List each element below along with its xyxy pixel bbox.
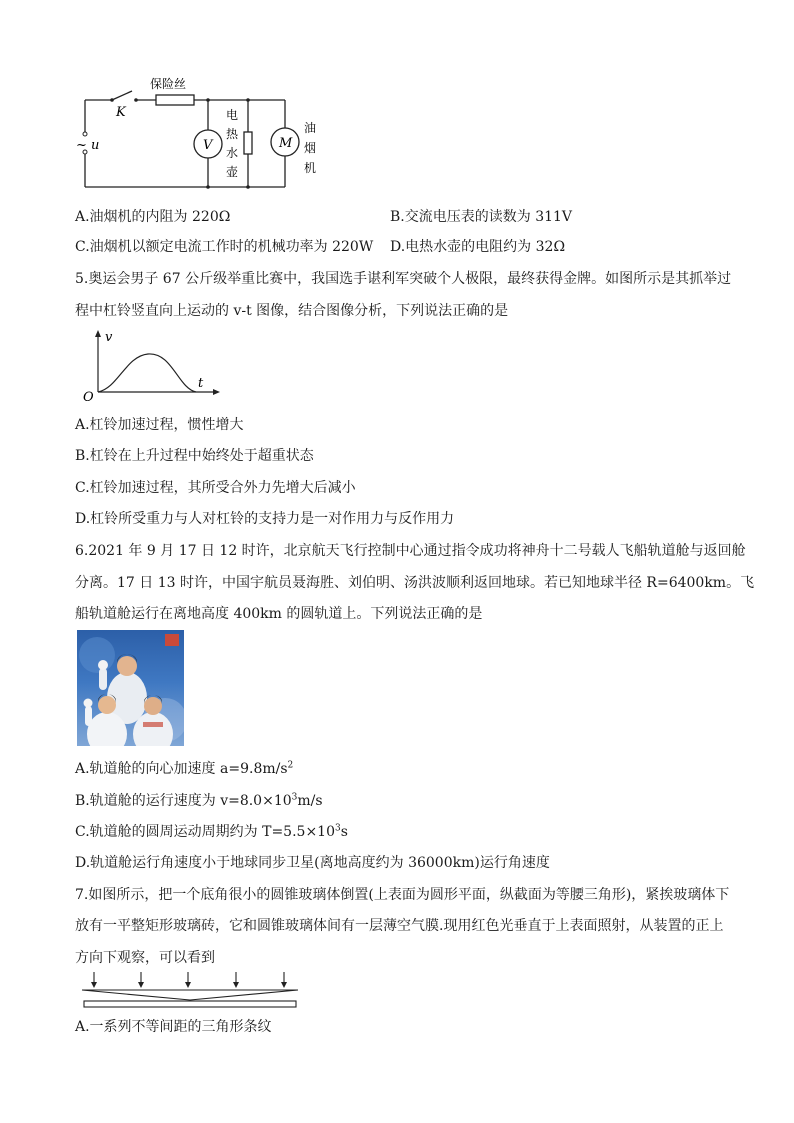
q5-stem-line2: 程中杠铃竖直向上运动的 v-t 图像，结合图像分析，下列说法正确的是	[75, 303, 509, 319]
cone-glass-diagram	[80, 970, 302, 1010]
q5-option-b: B.杠铃在上升过程中始终处于超重状态	[75, 448, 314, 464]
kettle-label-2: 热	[226, 127, 239, 141]
source-label: ~ u	[76, 138, 100, 153]
q4-option-c: C.油烟机以额定电流工作时的机械功率为 220W	[75, 239, 374, 255]
q7-stem-line3: 方向下观察，可以看到	[75, 950, 215, 966]
q6-option-a-text: A.轨道舱的向心加速度 a=9.8m/s	[75, 761, 288, 777]
q6-option-b-unit: m/s	[297, 793, 323, 809]
switch-label: K	[116, 105, 126, 120]
q7-stem-line2: 放有一平整矩形玻璃砖，它和圆锥玻璃体间有一层薄空气膜.现用红色光垂直于上表面照射，从装置的正上	[75, 918, 724, 934]
q6-option-c-text: C.轨道舱的圆周运动周期约为 T=5.5×10	[75, 824, 335, 840]
graph-t-label: t	[198, 376, 204, 391]
q6-option-b	[75, 791, 323, 811]
motor-label: M	[279, 136, 293, 151]
q5-option-d: D.杠铃所受重力与人对杠铃的支持力是一对作用力与反作用力	[75, 511, 455, 527]
circuit-diagram	[70, 72, 340, 197]
astronauts-illustration	[77, 630, 184, 746]
kettle-label-1: 电	[226, 108, 239, 122]
q5-option-a: A.杠铃加速过程，惯性增大	[75, 417, 244, 433]
q6-stem-line1: 6.2021 年 9 月 17 日 12 时许，北京航天飞行控制中心通过指令成功将神舟十二号载人飞船轨道舱与返回舱	[75, 543, 746, 559]
fuse-label: 保险丝	[150, 77, 187, 91]
q6-stem-line3: 船轨道舱运行在离地高度 400km 的圆轨道上。下列说法正确的是	[75, 606, 483, 622]
voltmeter-label: V	[203, 138, 213, 153]
q6-option-b-sup: 3	[291, 792, 298, 803]
q4-option-a: A.油烟机的内阻为 220Ω	[75, 209, 231, 225]
graph-origin-label: O	[83, 390, 94, 403]
q6-stem-line2: 分离。17 日 13 时许，中国宇航员聂海胜、刘伯明、汤洪波顺利返回地球。若已知地球半径 R=6400km。飞	[75, 575, 755, 591]
q4-option-d: D.电热水壶的电阻约为 32Ω	[390, 239, 566, 255]
q6-option-a-sup: 2	[287, 760, 294, 771]
q7-stem-line1: 7.如图所示，把一个底角很小的圆锥玻璃体倒置(上表面为圆形平面，纵截面为等腰三角形)，紧挨玻璃体下	[75, 887, 730, 903]
kettle-label-4: 壶	[226, 165, 239, 179]
astronauts-photo	[77, 630, 184, 746]
q5-stem-line1: 5.奥运会男子 67 公斤级举重比赛中，我国选手谌利军突破个人极限，最终获得金牌。如图所示是其抓举过	[75, 271, 732, 287]
q4-option-b: B.交流电压表的读数为 311V	[390, 209, 573, 225]
q6-option-d: D.轨道舱运行角速度小于地球同步卫星(离地高度约为 36000km)运行角速度	[75, 855, 550, 871]
q6-option-c-sup: 3	[335, 823, 341, 834]
q6-option-a	[75, 759, 293, 779]
q6-option-c-unit: s	[340, 824, 348, 840]
q5-option-c: C.杠铃加速过程，其所受合外力先增大后减小	[75, 480, 356, 496]
q6-option-b-text: B.轨道舱的运行速度为 v=8.0×10	[75, 793, 292, 809]
hood-label-2: 烟	[304, 141, 317, 155]
graph-v-label: v	[105, 330, 113, 345]
q7-option-a: A.一系列不等间距的三角形条纹	[75, 1019, 272, 1035]
vt-graph	[78, 328, 228, 403]
hood-label-3: 机	[304, 161, 317, 175]
q6-option-c	[75, 822, 348, 842]
kettle-label-3: 水	[226, 146, 239, 160]
hood-label-1: 油	[304, 121, 317, 135]
